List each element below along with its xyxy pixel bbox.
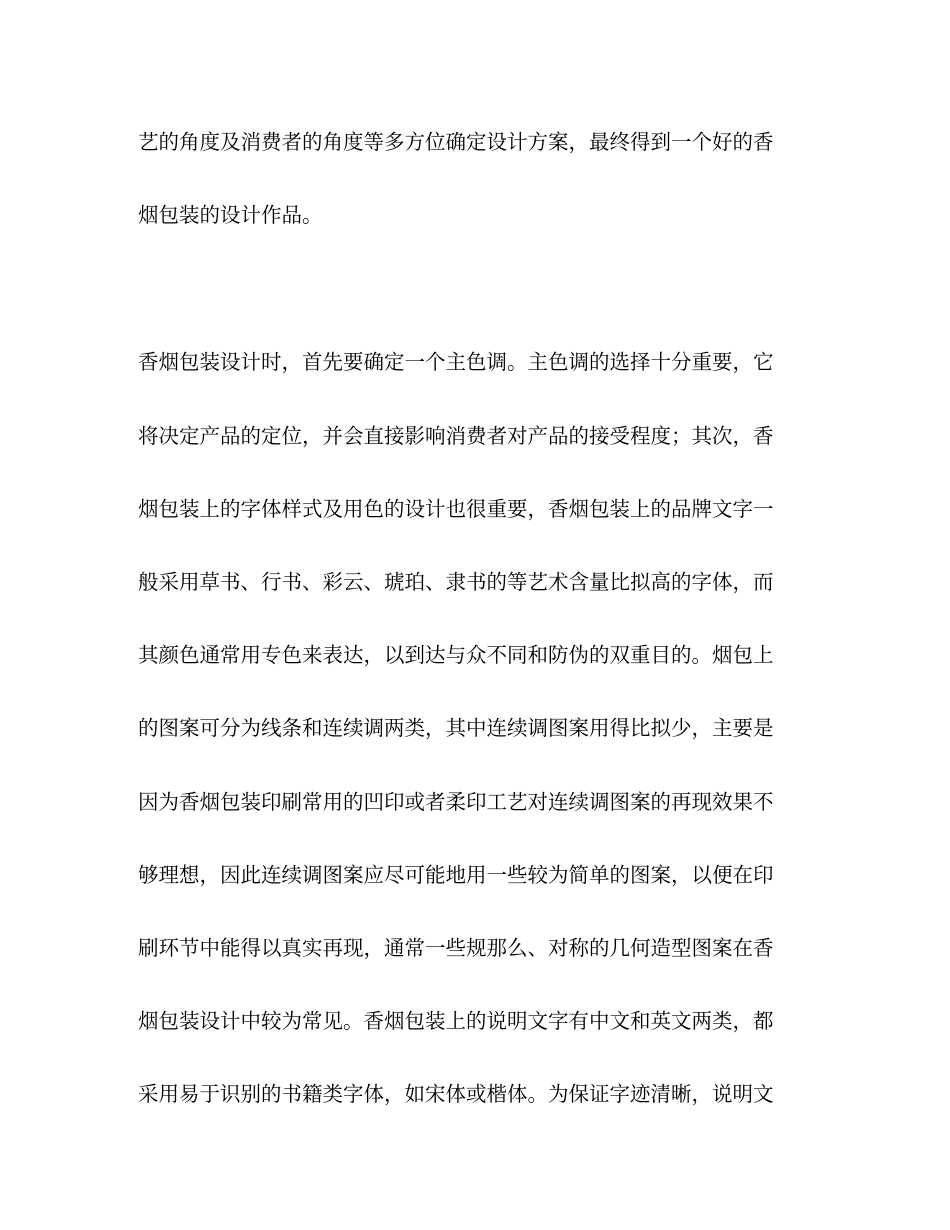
paragraph-1-line-1: 艺的角度及消费者的角度等多方位确定设计方案，最终得到一个好的香: [138, 130, 774, 154]
paragraph-1-line-2: 烟包装的设计作品。: [138, 203, 323, 227]
paragraph-2-line-9: 刷环节中能得以真实再现，通常一些规那么、对称的几何造型图案在香: [138, 936, 774, 960]
paragraph-2-line-10: 烟包装设计中较为常见。香烟包装上的说明文字有中文和英文两类，都: [138, 1009, 774, 1033]
paragraph-2-line-7: 因为香烟包装印刷常用的凹印或者柔印工艺对连续调图案的再现效果不: [138, 790, 774, 814]
paragraph-2-line-5: 其颜色通常用专色来表达，以到达与众不同和防伪的双重目的。烟包上: [138, 643, 774, 667]
paragraph-2-line-8: 够理想，因此连续调图案应尽可能地用一些较为简单的图案，以便在印: [138, 863, 774, 887]
paragraph-2-line-11: 采用易于识别的书籍类字体，如宋体或楷体。为保证字迹清晰，说明文: [138, 1082, 774, 1106]
paragraph-2-line-2: 将决定产品的定位，并会直接影响消费者对产品的接受程度；其次，香: [138, 424, 774, 448]
paragraph-2-line-3: 烟包装上的字体样式及用色的设计也很重要，香烟包装上的品牌文字一: [138, 497, 774, 521]
paragraph-2-line-1: 香烟包装设计时，首先要确定一个主色调。主色调的选择十分重要，它: [138, 350, 774, 374]
paragraph-2-line-6: 的图案可分为线条和连续调两类，其中连续调图案用得比拟少，主要是: [138, 716, 774, 740]
paragraph-2-line-4: 般采用草书、行书、彩云、琥珀、隶书的等艺术含量比拟高的字体，而: [138, 570, 774, 594]
